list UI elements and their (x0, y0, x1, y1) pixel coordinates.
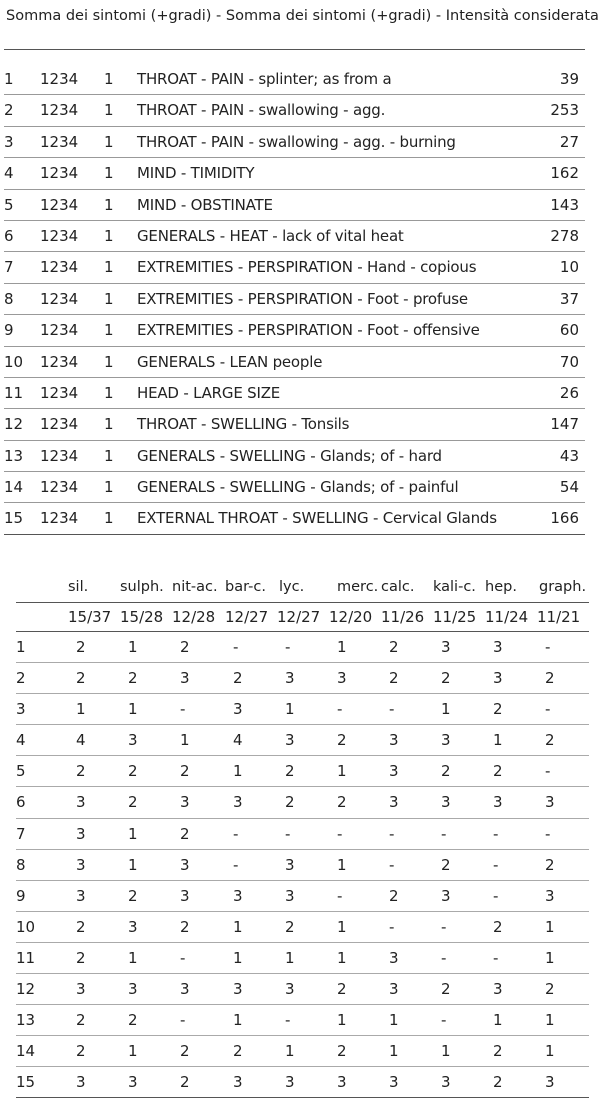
symptom-number: 2 (4, 101, 14, 120)
remedy-grade: 2 (337, 980, 347, 999)
remedy-grade: 1 (493, 1011, 503, 1030)
remedy-grade: - (493, 886, 499, 905)
remedy-grade: 3 (285, 731, 295, 750)
remedy-grade: - (233, 855, 239, 874)
remedy-grade: - (441, 1011, 447, 1030)
symptom-row (4, 221, 585, 252)
remedy-name: kali-c. (433, 579, 476, 595)
symptom-row (4, 315, 585, 346)
symptom-description: EXTREMITIES - PERSPIRATION - Foot - offensive (137, 321, 480, 340)
remedy-score: 12/27 (225, 608, 269, 626)
remedy-score: 11/26 (381, 608, 425, 626)
remedy-row-number: 9 (16, 886, 26, 905)
symptom-number: 8 (4, 289, 14, 308)
remedy-grade: 3 (76, 1073, 86, 1092)
remedy-grade: 1 (285, 700, 295, 719)
symptom-remedy-count: 278 (550, 226, 579, 245)
symptom-description: GENERALS - SWELLING - Glands; of - hard (137, 446, 442, 465)
symptom-code: 1234 (40, 132, 79, 151)
symptom-code: 1234 (40, 509, 79, 528)
remedy-grade: 2 (493, 1042, 503, 1061)
remedy-grade: 3 (389, 1073, 399, 1092)
remedy-row-number: 3 (16, 700, 26, 719)
symptom-description: GENERALS - HEAT - lack of vital heat (137, 226, 404, 245)
remedy-grade: 3 (180, 980, 190, 999)
remedy-name: sulph. (120, 579, 164, 595)
remedy-grade: 3 (493, 793, 503, 812)
remedy-grade: 3 (441, 638, 451, 656)
remedy-name: lyc. (279, 579, 305, 595)
remedy-row (16, 943, 589, 974)
remedy-row (16, 694, 589, 725)
remedy-table (16, 572, 589, 1098)
remedy-row-number: 7 (16, 824, 26, 843)
symptom-row (4, 378, 585, 409)
remedy-grade: 2 (337, 793, 347, 812)
remedy-grade: 2 (76, 917, 86, 936)
remedy-grade: - (337, 824, 343, 843)
remedy-grade: 3 (545, 1073, 555, 1092)
remedy-row (16, 1036, 589, 1067)
symptom-number: 3 (4, 132, 14, 151)
remedy-row-number: 14 (16, 1042, 36, 1061)
remedy-grade: 3 (337, 669, 347, 688)
remedy-row (16, 756, 589, 787)
remedy-grade: 3 (128, 917, 138, 936)
remedy-grade: 1 (337, 855, 347, 874)
symptom-description: EXTERNAL THROAT - SWELLING - Cervical Glands (137, 509, 497, 528)
symptom-remedy-count: 54 (559, 478, 579, 497)
symptom-description: EXTREMITIES - PERSPIRATION - Foot - profuse (137, 289, 468, 308)
symptom-code: 1234 (40, 258, 79, 277)
remedy-grade: 2 (76, 1011, 86, 1030)
symptom-code: 1234 (40, 446, 79, 465)
remedy-grade: 3 (389, 980, 399, 999)
remedy-score-header (16, 602, 589, 632)
symptom-number: 6 (4, 226, 14, 245)
symptom-code: 1234 (40, 478, 79, 497)
remedy-row (16, 1067, 589, 1098)
remedy-grade: 3 (545, 793, 555, 812)
remedy-grade: 3 (389, 793, 399, 812)
symptom-remedy-count: 253 (550, 101, 579, 120)
symptom-row (4, 441, 585, 472)
remedy-grade: 1 (389, 1042, 399, 1061)
remedy-grade: 2 (233, 1042, 243, 1061)
remedy-grade: - (389, 855, 395, 874)
symptom-number: 9 (4, 321, 14, 340)
remedy-grade: 3 (285, 980, 295, 999)
remedy-row-number: 8 (16, 855, 26, 874)
remedy-grade: 3 (233, 886, 243, 905)
remedy-grade: 2 (76, 762, 86, 781)
symptom-description: THROAT - PAIN - swallowing - agg. - burning (137, 132, 456, 151)
remedy-grade: 2 (180, 824, 190, 843)
remedy-score: 15/37 (68, 608, 112, 626)
remedy-grade: 4 (76, 731, 86, 750)
remedy-grade: - (545, 762, 551, 781)
remedy-grade: - (285, 824, 291, 843)
remedy-grade: 1 (128, 1042, 138, 1061)
symptom-number: 4 (4, 164, 14, 183)
remedy-grade: 2 (493, 917, 503, 936)
remedy-grade: 3 (128, 731, 138, 750)
remedy-grade: 2 (128, 669, 138, 688)
symptom-code: 1234 (40, 289, 79, 308)
remedy-grade: 2 (545, 731, 555, 750)
remedy-grade: 3 (441, 793, 451, 812)
remedy-score: 12/28 (172, 608, 216, 626)
symptom-row (4, 284, 585, 315)
remedy-grade: 3 (545, 886, 555, 905)
remedy-grade: 2 (285, 917, 295, 936)
remedy-grade: 1 (337, 762, 347, 781)
symptom-number: 7 (4, 258, 14, 277)
remedy-grade: 1 (545, 1011, 555, 1030)
remedy-grade: - (545, 700, 551, 719)
remedy-score: 15/28 (120, 608, 164, 626)
remedy-grade: 2 (128, 793, 138, 812)
symptom-number: 12 (4, 415, 24, 434)
remedy-grade: 2 (493, 1073, 503, 1092)
remedy-grade: 1 (337, 917, 347, 936)
remedy-grade: 2 (441, 762, 451, 781)
remedy-grade: 2 (285, 762, 295, 781)
remedy-grade: 2 (180, 638, 190, 656)
symptom-weight: 1 (104, 383, 114, 402)
remedy-grade: - (285, 1011, 291, 1030)
remedy-grade: 1 (233, 1011, 243, 1030)
remedy-grade: 2 (180, 917, 190, 936)
symptom-remedy-count: 143 (550, 195, 579, 214)
remedy-grade: - (285, 638, 291, 656)
remedy-grade: 3 (285, 1073, 295, 1092)
symptom-remedy-count: 60 (559, 321, 579, 340)
remedy-grade: - (389, 824, 395, 843)
remedy-grade: - (337, 886, 343, 905)
remedy-row (16, 850, 589, 881)
symptom-code: 1234 (40, 226, 79, 245)
remedy-score: 12/20 (329, 608, 373, 626)
remedy-row (16, 1005, 589, 1036)
symptom-code: 1234 (40, 321, 79, 340)
remedy-grade: 4 (233, 731, 243, 750)
remedy-grade: 3 (128, 980, 138, 999)
symptom-remedy-count: 147 (550, 415, 579, 434)
remedy-name: bar-c. (225, 579, 266, 595)
symptom-row (4, 158, 585, 189)
remedy-grade-rows (16, 632, 589, 1098)
remedy-grade: 3 (285, 886, 295, 905)
symptom-weight: 1 (104, 164, 114, 183)
remedy-grade: 1 (233, 917, 243, 936)
remedy-grade: 3 (76, 824, 86, 843)
symptom-description: MIND - OBSTINATE (137, 195, 273, 214)
symptom-description: EXTREMITIES - PERSPIRATION - Hand - copious (137, 258, 477, 277)
remedy-grade: 2 (389, 638, 399, 656)
symptom-table (4, 64, 585, 535)
remedy-grade: 3 (128, 1073, 138, 1092)
remedy-name: hep. (485, 579, 517, 595)
remedy-score: 11/24 (485, 608, 529, 626)
symptom-weight: 1 (104, 101, 114, 120)
remedy-grade: 3 (441, 1073, 451, 1092)
remedy-row-number: 13 (16, 1011, 36, 1030)
remedy-grade: - (337, 700, 343, 719)
remedy-grade: - (233, 638, 239, 656)
remedy-grade: 1 (233, 948, 243, 967)
symptom-number: 13 (4, 446, 24, 465)
remedy-grade: 3 (389, 731, 399, 750)
remedy-grade: 3 (233, 700, 243, 719)
symptom-row (4, 503, 585, 534)
remedy-grade: 3 (441, 886, 451, 905)
symptom-description: GENERALS - SWELLING - Glands; of - painful (137, 478, 459, 497)
remedy-grade: 3 (337, 1073, 347, 1092)
symptom-remedy-count: 162 (550, 164, 579, 183)
symptom-weight: 1 (104, 478, 114, 497)
symptom-weight: 1 (104, 446, 114, 465)
symptom-weight: 1 (104, 132, 114, 151)
remedy-grade: - (389, 700, 395, 719)
remedy-grade: - (441, 824, 447, 843)
remedy-grade: 2 (441, 855, 451, 874)
remedy-grade: - (389, 917, 395, 936)
remedy-grade: 3 (76, 886, 86, 905)
symptom-number: 5 (4, 195, 14, 214)
remedy-grade: - (493, 855, 499, 874)
remedy-grade: 3 (76, 980, 86, 999)
symptom-weight: 1 (104, 195, 114, 214)
symptom-number: 1 (4, 70, 14, 88)
remedy-grade: 1 (76, 700, 86, 719)
remedy-grade: 2 (285, 793, 295, 812)
remedy-grade: 3 (233, 1073, 243, 1092)
remedy-row (16, 974, 589, 1005)
symptom-weight: 1 (104, 415, 114, 434)
remedy-grade: 1 (441, 700, 451, 719)
symptom-number: 14 (4, 478, 24, 497)
remedy-grade: 3 (285, 855, 295, 874)
remedy-grade: 2 (76, 669, 86, 688)
symptom-code: 1234 (40, 383, 79, 402)
symptom-description: THROAT - PAIN - swallowing - agg. (137, 101, 386, 120)
symptom-remedy-count: 70 (559, 352, 579, 371)
symptom-row (4, 190, 585, 221)
remedy-grade: 2 (128, 762, 138, 781)
symptom-row (4, 472, 585, 503)
remedy-grade: 1 (128, 700, 138, 719)
remedy-row-number: 6 (16, 793, 26, 812)
remedy-grade: 1 (128, 855, 138, 874)
remedy-row-number: 4 (16, 731, 26, 750)
symptom-row (4, 252, 585, 283)
remedy-row-number: 12 (16, 980, 36, 999)
remedy-grade: - (180, 948, 186, 967)
remedy-grade: 1 (337, 1011, 347, 1030)
remedy-grade: 2 (441, 669, 451, 688)
remedy-grade: 3 (285, 669, 295, 688)
remedy-name: sil. (68, 579, 89, 595)
remedy-grade: 3 (76, 855, 86, 874)
remedy-grade: 1 (545, 1042, 555, 1061)
remedy-grade: 3 (180, 669, 190, 688)
symptom-row (4, 347, 585, 378)
remedy-grade: 2 (180, 1042, 190, 1061)
remedy-grade: 2 (545, 855, 555, 874)
remedy-grade: 2 (493, 762, 503, 781)
remedy-grade: 3 (233, 980, 243, 999)
symptom-weight: 1 (104, 321, 114, 340)
remedy-grade: 2 (128, 1011, 138, 1030)
symptom-code: 1234 (40, 195, 79, 214)
symptom-number: 11 (4, 383, 24, 402)
symptom-row (4, 64, 585, 95)
remedy-grade: 2 (76, 1042, 86, 1061)
symptom-row (4, 127, 585, 158)
symptom-description: GENERALS - LEAN people (137, 352, 323, 371)
symptom-remedy-count: 26 (559, 383, 579, 402)
remedy-grade: 3 (180, 793, 190, 812)
remedy-row (16, 632, 589, 663)
remedy-row (16, 819, 589, 850)
remedy-name-header (16, 572, 589, 602)
remedy-grade: 2 (76, 948, 86, 967)
remedy-row-number: 15 (16, 1073, 36, 1092)
remedy-grade: 3 (441, 731, 451, 750)
remedy-grade: 1 (493, 731, 503, 750)
symptom-code: 1234 (40, 352, 79, 371)
remedy-grade: 2 (545, 980, 555, 999)
remedy-grade: 2 (493, 700, 503, 719)
symptom-description: MIND - TIMIDITY (137, 164, 255, 183)
symptom-remedy-count: 43 (559, 446, 579, 465)
remedy-grade: - (180, 700, 186, 719)
remedy-row-number: 11 (16, 948, 36, 967)
remedy-grade: 3 (389, 948, 399, 967)
remedy-grade: 3 (493, 980, 503, 999)
remedy-row-number: 1 (16, 638, 26, 656)
remedy-grade: - (180, 1011, 186, 1030)
remedy-grade: 1 (128, 948, 138, 967)
remedy-grade: 1 (337, 948, 347, 967)
remedy-row (16, 912, 589, 943)
remedy-grade: 2 (233, 669, 243, 688)
remedy-grade: 2 (180, 1073, 190, 1092)
remedy-grade: 3 (389, 762, 399, 781)
remedy-score: 11/21 (537, 608, 581, 626)
symptom-remedy-count: 39 (559, 70, 579, 88)
remedy-grade: 1 (285, 1042, 295, 1061)
remedy-name: graph. (539, 579, 587, 595)
remedy-grade: 1 (180, 731, 190, 750)
symptom-weight: 1 (104, 70, 114, 88)
remedy-grade: - (545, 824, 551, 843)
remedy-grade: 3 (493, 669, 503, 688)
remedy-name: merc. (337, 579, 379, 595)
remedy-name: calc. (381, 579, 415, 595)
symptom-weight: 1 (104, 352, 114, 371)
symptom-remedy-count: 27 (559, 132, 579, 151)
remedy-grade: 3 (180, 855, 190, 874)
remedy-grade: 3 (180, 886, 190, 905)
remedy-row-number: 10 (16, 917, 36, 936)
remedy-row (16, 787, 589, 818)
remedy-row-number: 5 (16, 762, 26, 781)
remedy-grade: 1 (285, 948, 295, 967)
remedy-score: 12/27 (277, 608, 321, 626)
remedy-grade: 1 (441, 1042, 451, 1061)
symptom-description: THROAT - PAIN - splinter; as from a (137, 70, 392, 88)
remedy-grade: - (493, 948, 499, 967)
remedy-grade: 1 (389, 1011, 399, 1030)
remedy-score: 11/25 (433, 608, 477, 626)
symptom-row (4, 409, 585, 440)
remedy-grade: 2 (441, 980, 451, 999)
symptom-weight: 1 (104, 289, 114, 308)
remedy-grade: 1 (545, 948, 555, 967)
page-title: Somma dei sintomi (+gradi) - Somma dei sintomi (+gradi) - Intensità considerata (6, 8, 599, 24)
symptom-description: THROAT - SWELLING - Tonsils (137, 415, 350, 434)
remedy-grade: 2 (180, 762, 190, 781)
symptom-code: 1234 (40, 164, 79, 183)
remedy-row (16, 881, 589, 912)
symptom-weight: 1 (104, 509, 114, 528)
remedy-grade: 1 (545, 917, 555, 936)
symptom-remedy-count: 10 (559, 258, 579, 277)
remedy-row-number: 2 (16, 669, 26, 688)
remedy-grade: - (545, 638, 551, 656)
remedy-grade: 2 (545, 669, 555, 688)
symptom-number: 10 (4, 352, 24, 371)
remedy-grade: 2 (76, 638, 86, 656)
remedy-grade: 2 (337, 731, 347, 750)
remedy-grade: 1 (233, 762, 243, 781)
remedy-grade: - (441, 917, 447, 936)
remedy-grade: 2 (337, 1042, 347, 1061)
symptom-remedy-count: 37 (559, 289, 579, 308)
remedy-name: nit-ac. (172, 579, 218, 595)
symptom-row (4, 95, 585, 126)
remedy-grade: - (233, 824, 239, 843)
symptom-code: 1234 (40, 101, 79, 120)
symptom-weight: 1 (104, 258, 114, 277)
remedy-grade: - (493, 824, 499, 843)
top-divider (4, 49, 585, 50)
symptom-remedy-count: 166 (550, 509, 579, 528)
symptom-weight: 1 (104, 226, 114, 245)
remedy-grade: 3 (76, 793, 86, 812)
remedy-grade: 1 (128, 824, 138, 843)
symptom-code: 1234 (40, 70, 79, 88)
remedy-grade: 2 (389, 669, 399, 688)
remedy-grade: 2 (389, 886, 399, 905)
remedy-grade: - (441, 948, 447, 967)
remedy-grade: 1 (337, 638, 347, 656)
symptom-description: HEAD - LARGE SIZE (137, 383, 281, 402)
remedy-grade: 1 (128, 638, 138, 656)
remedy-grade: 2 (128, 886, 138, 905)
remedy-row (16, 725, 589, 756)
remedy-row (16, 663, 589, 694)
symptom-code: 1234 (40, 415, 79, 434)
remedy-grade: 3 (233, 793, 243, 812)
remedy-grade: 3 (493, 638, 503, 656)
symptom-number: 15 (4, 509, 24, 528)
